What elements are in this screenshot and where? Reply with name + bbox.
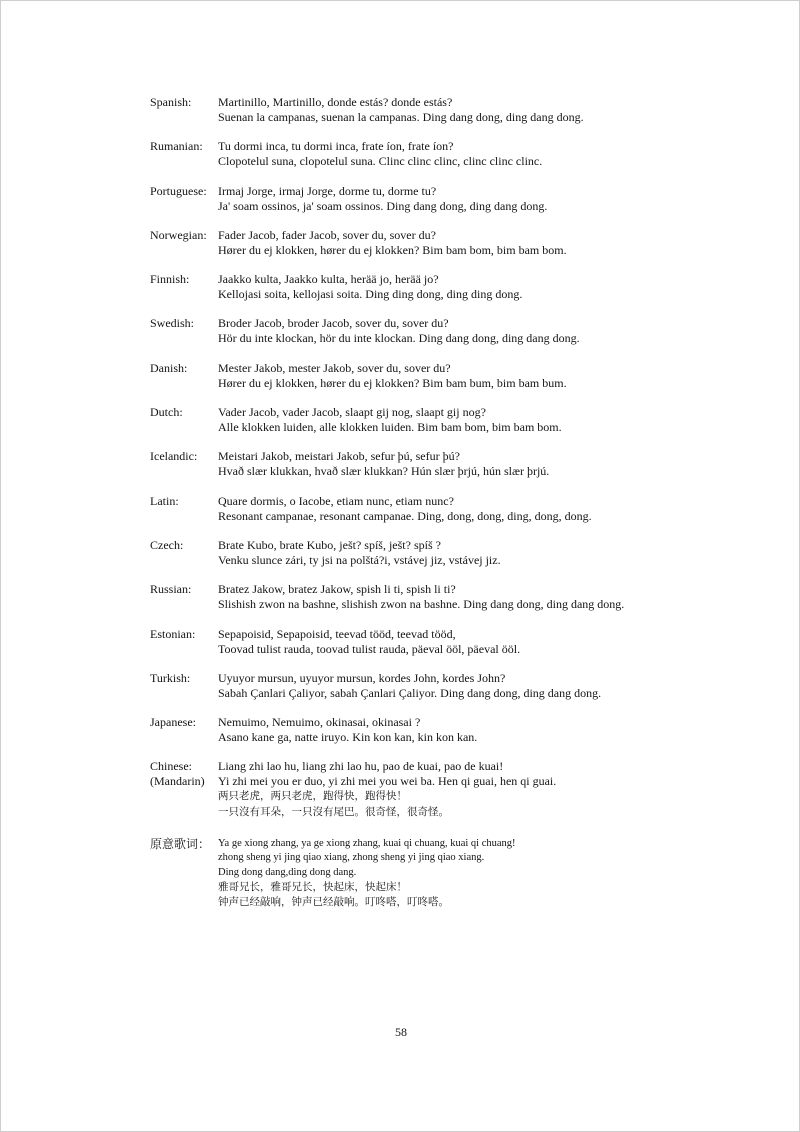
lyric-line: Yi zhi mei you er duo, yi zhi mei you wei ba. Hen qi guai, hen qi guai.: [218, 774, 557, 789]
lyrics-text: [218, 627, 770, 657]
language-label: Russian:: [150, 582, 192, 597]
lyric-line: Irmaj Jorge, irmaj Jorge, dorme tu, dorme tu?: [218, 183, 437, 198]
language-label: Czech:: [150, 537, 184, 552]
lyric-line: Venku slunce zári, ty jsi na polštá?i, vstávej jiz, vstávej jiz.: [218, 552, 501, 567]
lyric-line: Vader Jacob, vader Jacob, slaapt gij nog, slaapt gij nog?: [218, 405, 486, 420]
entry-japanese: [150, 715, 770, 745]
language-label: [150, 759, 218, 820]
lyric-line: Broder Jacob, broder Jacob, sover du, sover du?: [218, 316, 449, 331]
entry-russian: [150, 582, 770, 612]
lyric-line: Ya ge xiong zhang, ya ge xiong zhang, kuai qi chuang, kuai qi chuang!: [218, 837, 516, 849]
lyrics-text: [218, 671, 770, 701]
lyric-line: Alle klokken luiden, alle klokken luiden. Bim bam bom, bim bam bom.: [218, 420, 562, 435]
language-label-sub: (Mandarin): [150, 774, 205, 789]
lyrics-text: [218, 361, 770, 391]
hanzi-line: 两只老虎，两只老虎，跑得快，跑得快！: [218, 791, 407, 803]
hanzi-line: 钟声已经敲响，钟声已经敲响。叮咚嗒，叮咚嗒。: [218, 896, 449, 908]
lyric-line: Hører du ej klokken, hører du ej klokken? Bim bam bum, bim bam bum.: [218, 375, 567, 390]
language-label: Dutch:: [150, 405, 183, 420]
entry-dutch: [150, 405, 770, 435]
lyric-line: Kellojasi soita, kellojasi soita. Ding ding dong, ding ding dong.: [218, 287, 523, 302]
lyric-line: Suenan la campanas, suenan la campanas. Ding dang dong, ding dang dong.: [218, 110, 584, 124]
lyrics-text: [218, 837, 770, 911]
lyric-line: Resonant campanae, resonant campanae. Ding, dong, dong, ding, dong, dong.: [218, 508, 592, 523]
lyric-line: Martinillo, Martinillo, donde estás? donde estás?: [218, 95, 453, 109]
lyrics-text: [218, 228, 770, 258]
hanzi-line: 雅哥兄长，雅哥兄长，快起床，快起床！: [218, 881, 407, 893]
lyrics-text: [218, 759, 770, 820]
entry-rumanian: [150, 139, 770, 169]
lyrics-text: [218, 582, 770, 612]
language-label: Swedish:: [150, 316, 195, 331]
language-label: Icelandic:: [150, 449, 198, 464]
language-label: Turkish:: [150, 670, 191, 685]
lyric-line: Bratez Jakow, bratez Jakow, spish li ti, spish li ti?: [218, 582, 456, 597]
lyrics-text: [218, 715, 770, 745]
lyrics-list: [150, 95, 770, 925]
language-label: Japanese:: [150, 715, 196, 730]
lyric-line: Tu dormi inca, tu dormi inca, frate íon, frate íon?: [218, 139, 454, 154]
language-label: Latin:: [150, 493, 179, 508]
entry-portuguese: [150, 184, 770, 214]
lyric-line: Sepapoisid, Sepapoisid, teevad tööd, teevad tööd,: [218, 626, 456, 641]
language-label: Estonian:: [150, 626, 196, 641]
lyrics-text: [218, 139, 770, 169]
entry-spanish: [150, 95, 770, 125]
lyrics-text: [218, 184, 770, 214]
lyric-line: zhong sheng yi jing qiao xiang, zhong sheng yi jing qiao xiang.: [218, 852, 485, 864]
lyrics-text: [218, 316, 770, 346]
lyric-line: Toovad tulist rauda, toovad tulist rauda, päeval ööl, päeval ööl.: [218, 641, 521, 656]
lyric-line: Liang zhi lao hu, liang zhi lao hu, pao de kuai, pao de kuai!: [218, 759, 504, 774]
lyrics-text: [218, 95, 770, 125]
lyric-line: Slishish zwon na bashne, slishish zwon na bashne. Ding dang dong, ding dang dong.: [218, 597, 625, 612]
entry-original-lyrics: [150, 837, 770, 911]
entry-norwegian: [150, 228, 770, 258]
language-label: Rumanian:: [150, 139, 203, 154]
language-label: Spanish:: [150, 95, 192, 109]
lyric-line: Sabah Çanlari Çaliyor, sabah Çanlari Çaliyor. Ding dang dong, ding dang dong.: [218, 685, 602, 700]
language-label: Danish:: [150, 360, 188, 375]
language-label: Finnish:: [150, 272, 190, 287]
entry-finnish: [150, 272, 770, 302]
entry-latin: [150, 494, 770, 524]
lyrics-text: [218, 272, 770, 302]
language-label: Portuguese:: [150, 183, 207, 198]
lyric-line: Meistari Jakob, meistari Jakob, sefur þú, sefur þú?: [218, 449, 460, 464]
lyrics-text: [218, 405, 770, 435]
lyrics-text: [218, 538, 770, 568]
lyric-line: Asano kane ga, natte iruyo. Kin kon kan, kin kon kan.: [218, 730, 478, 745]
lyrics-text: [218, 449, 770, 479]
page-number: 58: [395, 1025, 407, 1039]
lyric-line: Ding dong dang,ding dong dang.: [218, 867, 357, 879]
lyric-line: Hører du ej klokken, hører du ej klokken? Bim bam bom, bim bam bom.: [218, 242, 567, 257]
entry-chinese: [150, 759, 770, 820]
lyric-line: Fader Jacob, fader Jacob, sover du, sover du?: [218, 227, 436, 242]
language-label: Norwegian:: [150, 227, 207, 242]
entry-swedish: [150, 316, 770, 346]
lyric-line: Quare dormis, o Iacobe, etiam nunc, etiam nunc?: [218, 493, 454, 508]
lyrics-text: [218, 494, 770, 524]
lyric-line: Nemuimo, Nemuimo, okinasai, okinasai ?: [218, 715, 421, 730]
lyric-line: Hvað slær klukkan, hvað slær klukkan? Hún slær þrjú, hún slær þrjú.: [218, 464, 550, 479]
language-label-main: Chinese:: [150, 759, 192, 774]
entry-turkish: [150, 671, 770, 701]
lyric-line: Uyuyor mursun, uyuyor mursun, kordes John, kordes John?: [218, 670, 506, 685]
lyric-line: Ja' soam ossinos, ja' soam ossinos. Ding dang dong, ding dang dong.: [218, 198, 548, 213]
entry-czech: [150, 538, 770, 568]
original-lyrics-label: 原意歌词：: [150, 836, 211, 851]
lyric-line: Clopotelul suna, clopotelul suna. Clinc clinc clinc, clinc clinc clinc.: [218, 154, 543, 169]
lyric-line: Hör du inte klockan, hör du inte klockan. Ding dang dong, ding dang dong.: [218, 331, 580, 346]
lyric-line: Mester Jakob, mester Jakob, sover du, sover du?: [218, 360, 451, 375]
entry-estonian: [150, 627, 770, 657]
entry-danish: [150, 361, 770, 391]
hanzi-line: 一只沒有耳朵，一只沒有尾巴。很奇怪，很奇怪。: [218, 806, 449, 818]
lyric-line: Jaakko kulta, Jaakko kulta, herää jo, herää jo?: [218, 272, 439, 287]
entry-icelandic: [150, 449, 770, 479]
lyric-line: Brate Kubo, brate Kubo, ješt? spíš, ješt? spíš ?: [218, 537, 441, 552]
